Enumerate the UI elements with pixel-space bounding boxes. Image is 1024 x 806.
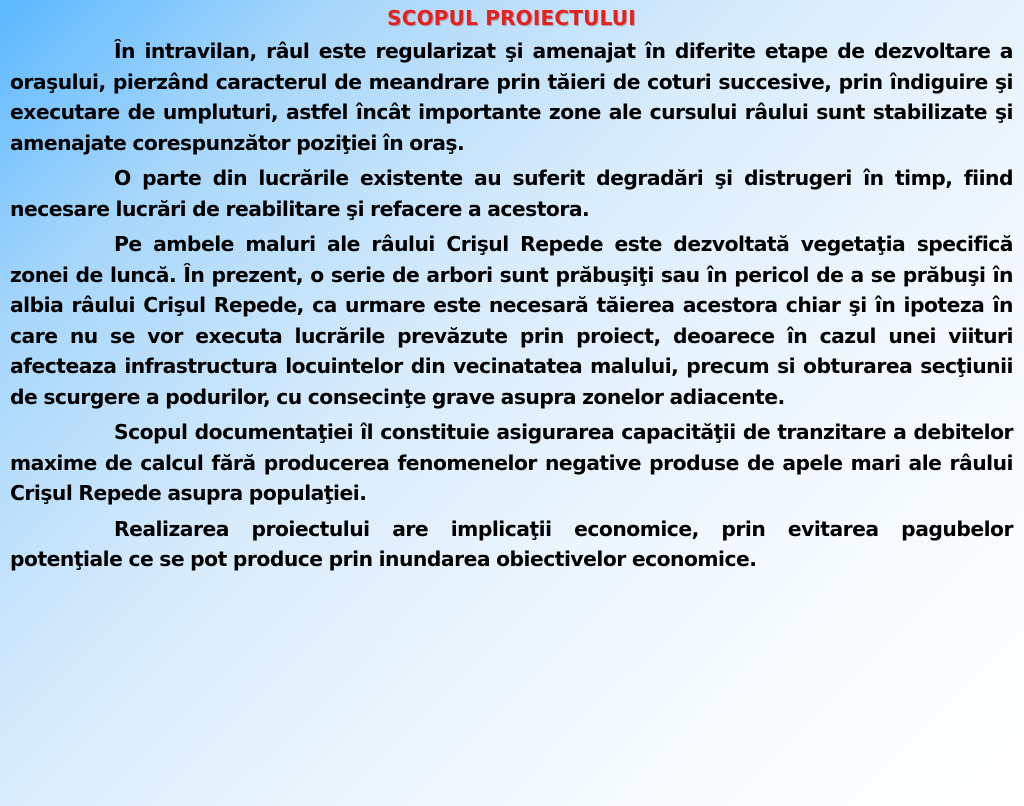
slide [10, 4, 1013, 800]
paragraph-implicatii: Realizarea proiectului are implicaţii economice, prin evitarea pagubelor potenţiale ce se pot produce prin inundarea obiectivelor economice. [10, 516, 1013, 571]
paragraph-scop: Scopul documentaţiei îl constituie asigurarea capacităţii de tranzitare a debitelor maxime de calcul fără producerea fenomenelor negative produse de apele mari ale râului Crişul Repede asupra populaţiei. [10, 420, 1013, 505]
paragraph-intravilan: În intravilan, râul este regularizat şi amenajat în diferite etape de dezvoltare a oraşului, pierzând caracterul de meandrare prin tăieri de coturi succesive, prin îndiguire şi executare de umpluturi, astfel încât importante zone ale cursului râului sunt stabilizate şi amenajate corespunzător poziţiei în oraş. [10, 39, 1013, 155]
paragraph-degradari: O parte din lucrările existente au suferit degradări şi distrugeri în timp, fiind necesare lucrări de reabilitare şi refacere a acestora. [10, 166, 1013, 221]
paragraph-vegetatie: Pe ambele maluri ale râului Crişul Repede este dezvoltată vegetaţia specifică zonei de luncă. În prezent, o serie de arbori sunt prăbuşiţi sau în pericol de a se prăbuşi în albia râului Crişul Repede, ca urmare este necesară tăierea acestora chiar şi în ipoteza în care nu se vor executa lucrările prevăzute prin proiect, deoarece în cazul unei viituri afecteaza infrastructura locuintelor din vecinatatea malului, precum si obturarea secţiunii de scurgere a podurilor, cu consecinţe grave asupra zonelor adiacente. [10, 232, 1013, 409]
slide-title: SCOPUL PROIECTULUI [387, 6, 636, 30]
